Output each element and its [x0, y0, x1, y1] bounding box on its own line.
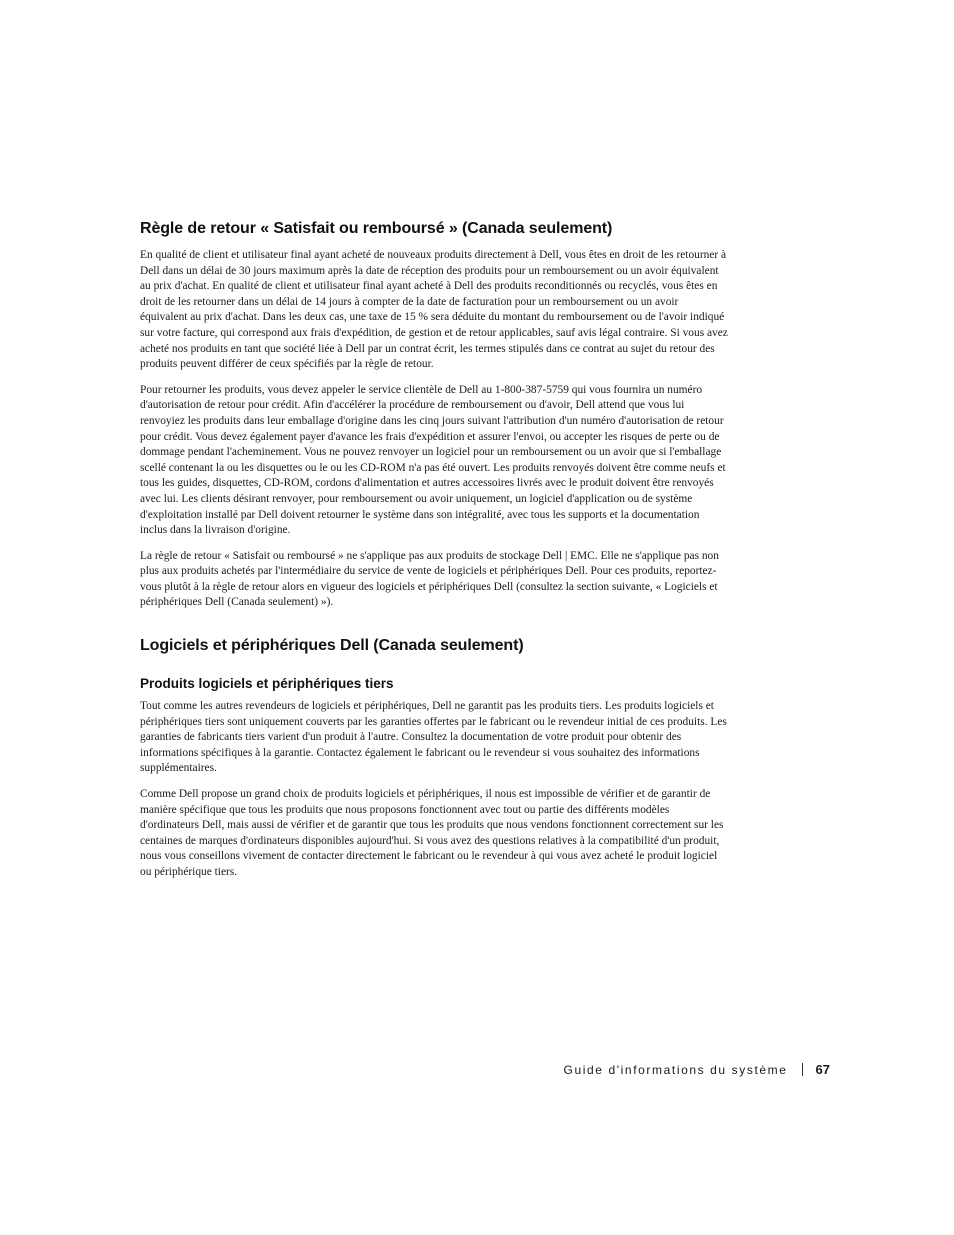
- subsection-spacer: [140, 665, 728, 675]
- body-paragraph: Pour retourner les produits, vous devez appeler le service clientèle de Dell au 1-800-387-5759 qui vous fournira un numéro d'autorisation de retour pour crédit. Afin d'accélérer la procédure de remboursement ou d'avoir, Dell attend que vous lui renvoyiez les produits dans leur emballage d'origine dans les cinq jours suivant l'attribution d'un numéro d'autorisation de retour pour crédit. Vous devez également payer d'avance les frais d'expédition et assurer l'envoi, ou accepter les risques de perte ou de dommage pendant l'acheminement. Vous ne pouvez renvoyer un logiciel pour un remboursement ou un avoir que si l'emballage scellé contenant la ou les disquettes ou le ou les CD-ROM n'a pas été ouvert. Les produits renvoyés doivent être comme neufs et tous les guides, disquettes, CD-ROM, cordons d'alimentation et autres accessoires livrés avec le produit doivent être renvoyés avec lui. Les clients désirant renvoyer, pour remboursement ou avoir uniquement, un logiciel d'application ou de système d'exploitation installé par Dell doivent retourner le système dans son intégralité, avec tous les supports et la documentation inclus dans la livraison d'origine.: [140, 383, 726, 537]
- page-footer: [564, 1062, 830, 1077]
- section-spacer: [140, 621, 728, 635]
- body-paragraph: Tout comme les autres revendeurs de logiciels et périphériques, Dell ne garantit pas les produits tiers. Les produits logiciels et périphériques tiers sont uniquement couverts par les garanties offertes par le fabricant ou le revendeur initial de ces produits. Les garanties de fabricants tiers varient d'un produit à l'autre. Consultez la documentation de votre produit pour obtenir des informations spécifiques à la garantie. Contactez également le fabricant ou le revendeur si vous souhaitez des informations supplémentaires.: [140, 700, 727, 775]
- footer-document-title: Guide d'informations du système: [563, 1062, 788, 1077]
- page-content: [140, 218, 728, 891]
- footer-separator: [802, 1063, 803, 1076]
- subsection-heading-third-party: Produits logiciels et périphériques tiers: [140, 676, 394, 692]
- section-heading-software-peripherals: Logiciels et périphériques Dell (Canada seulement): [140, 637, 524, 655]
- body-paragraph: En qualité de client et utilisateur final ayant acheté de nouveaux produits directement à Dell, vous êtes en droit de les retourner à Dell dans un délai de 30 jours maximum après la date de réception des produits pour un remboursement ou un avoir équivalent au prix d'achat. En qualité de client et utilisateur final ayant acheté à Dell des produits reconditionnés ou recyclés, vous êtes en droit de les retourner dans un délai de 14 jours à compter de la date de facturation pour un remboursement ou un avoir équivalent au prix d'achat. Dans les deux cas, une taxe de 15 % sera déduite du montant du remboursement ou de l'avoir indiqué sur votre facture, qui correspond aux frais d'expédition, de gestion et de retour applicables, sauf avis légal contraire. Si vous avez acheté nos produits en tant que société liée à Dell par un contrat écrit, les termes stipulés dans ce contrat au sujet du retour des produits peuvent différer de ceux spécifiés par la règle de retour.: [140, 249, 728, 371]
- body-paragraph: La règle de retour « Satisfait ou remboursé » ne s'applique pas aux produits de stockage Dell | EMC. Elle ne s'applique pas non plus aux produits achetés par l'intermédiaire du service de vente de logiciels et périphériques Dell. Pour ces produits, reportez-vous plutôt à la règle de retour alors en vigueur des logiciels et périphériques Dell (consultez la section suivante, « Logiciels et périphériques Dell (Canada seulement) »).: [140, 549, 719, 609]
- page-number: 67: [815, 1062, 830, 1077]
- body-paragraph: Comme Dell propose un grand choix de produits logiciels et périphériques, il nous est impossible de vérifier et de garantir de manière spécifique que tous les produits que nous proposons fonctionnent avec tout ou partie des différents modèles d'ordinateurs Dell, mais aussi de vérifier et de garantir que tous les produits que nous vendons fonctionnent correctement sur les centaines de marques d'ordinateurs disponibles aujourd'hui. Si vous avez des questions relatives à la compatibilité d'un produit, nous vous conseillons vivement de contacter directement le fabricant ou le revendeur à qui vous avez acheté le produit logiciel ou périphérique tiers.: [140, 788, 724, 878]
- section-heading-return-policy: Règle de retour « Satisfait ou remboursé » (Canada seulement): [140, 220, 613, 237]
